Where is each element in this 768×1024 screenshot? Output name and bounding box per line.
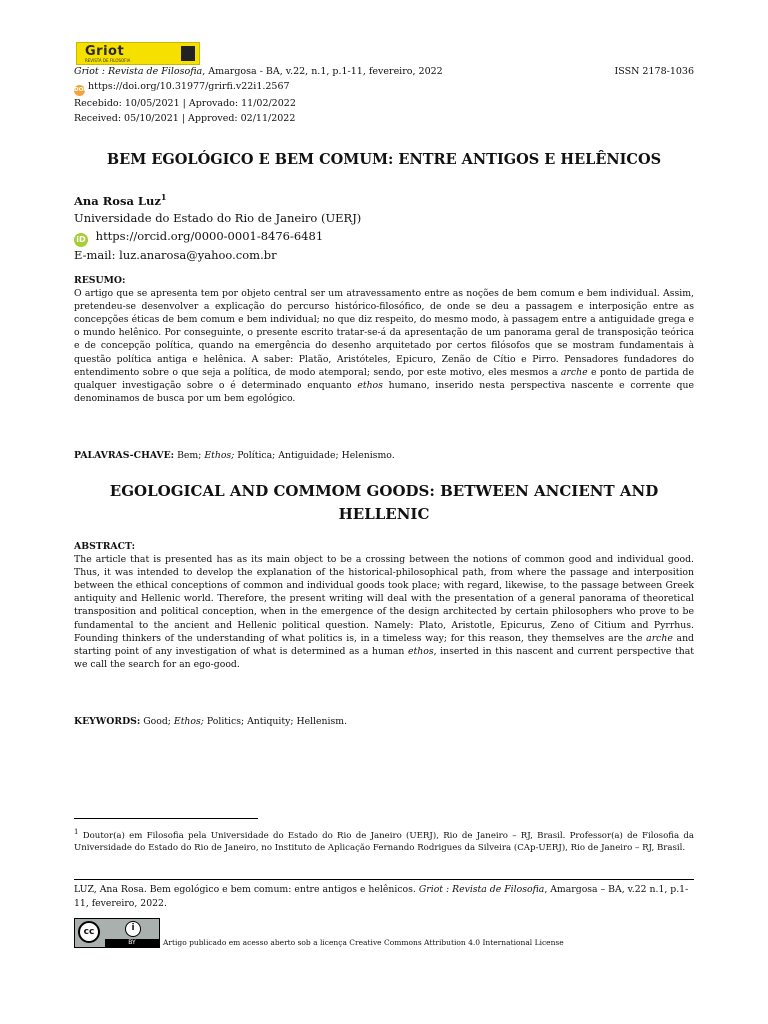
resumo-text-part: O artigo que se apresenta tem por objeto central ser um atravessamento entre as noções de bem comum e bem individual. Assim, pretendeu-se desenvolver a explicação do percurso histórico-filosófico, de onde se deu a passagem e interposição entre as concepções éticas de bem comum e bem individual; no que diz respeito, do mesmo modo, à passagem entre a antiguidade grega e o mundo helênico. Por conseguinte, o presente escrito tratar-se-á da apresentação de um panorama geral de transposição teórica e de concepção política, quando na emergência do desenho arquitetado por certos filósofos que se mostram fundamentais à questão política antiga e helênica. A saber: Platão, Aristóteles, Epicuro, Zenão de Cítio e Pirro. Pensadores fundadores do entendimento sobre o que seja a política, de modo atemporal; sendo, por este motivo, eles mesmos a [74,288,694,378]
keywords-en-text: Good; [140,716,174,727]
keywords-pt [74,449,694,462]
footnote [74,826,694,855]
doi-line [74,79,694,96]
resumo-heading: RESUMO: [74,275,126,286]
journal-header [74,64,694,126]
cc-by-label: BY [105,939,159,947]
citation-text: , Amargosa – BA, v.22 n.1, p.1-11, fevereiro, 2022. [74,884,689,909]
issn: ISSN 2178-1036 [614,66,694,77]
cc-icon: cc [78,921,100,943]
citation-journal: Griot : Revista de Filosofia [418,884,545,895]
orcid-link[interactable]: https://orcid.org/0000-0001-8476-6481 [95,228,324,243]
citation-details: , Amargosa - BA, v.22, n.1, p.1-11, fevereiro, 2022 [202,66,443,77]
author-email: E-mail: luz.anarosa@yahoo.com.br [74,247,277,262]
article-title-en-line2: HELLENIC [338,505,430,523]
resumo-text-part: e ponto de partida de qualquer investigação sobre o é determinado enquanto [74,366,694,391]
doi-link[interactable]: https://doi.org/10.31977/grirfi.v22i1.2567 [88,81,290,92]
author-name-line [74,189,694,210]
logo-name: Griot [85,44,125,59]
article-title-pt: BEM EGOLÓGICO E BEM COMUM: ENTRE ANTIGOS E HELÊNICOS [106,151,662,168]
author-affiliation: Universidade do Estado do Rio de Janeiro (UERJ) [74,211,362,226]
received-pt: Recebido: 10/05/2021 | Aprovado: 11/02/2022 [74,98,296,109]
logo-subtitle: REVISTA DE FILOSOFIA [85,58,131,63]
keywords-pt-text: Bem; [174,450,205,461]
doi-icon: DOI [74,85,85,96]
abstract-text-part: The article that is presented has as its main object to be a crossing between the notions of common good and individual good. Thus, it was intended to develop the explanation of the historical-philosophical path, from where the passage and interposition between the ethical conceptions of common and individual goods took place; with regard, likewise, to the passage between Greek antiquity and Hellenic world. Therefore, the present writing will deal with the presentation of a general panorama of theoretical transposition and political conception, when in the emergence of the design architected by certain philosophers who prove to be fundamental to the ancient and Hellenic political question. Namely: Plato, Aristotle, Epicurus, Zeno of Citium and Pyrrhus. Founding thinkers of the understanding of what politics is, in a timeless way; for this reason, they themselves are the [74,554,694,644]
footnote-separator [74,818,258,819]
abstract-text-part: and starting point of any investigation of what is determined as a human [74,632,695,657]
keywords-pt-text: Política; Antiguidade; Helenismo. [234,450,395,461]
abstract-heading: ABSTRACT: [74,541,136,552]
footnote-mark: 1 [74,828,79,836]
resumo-arche: arche [560,366,588,378]
journal-logo [76,42,200,65]
keywords-en-label: KEYWORDS: [74,716,141,727]
citation-line [74,64,694,79]
attribution-person-icon: i [125,921,141,937]
article-title-en [74,480,694,526]
logo-emblem-icon [181,46,195,61]
received-en: Received: 05/10/2021 | Approved: 02/11/2022 [74,113,296,124]
resumo-section [74,274,694,405]
citation-footer [74,883,694,910]
keywords-en-ethos: Ethos; [173,716,204,727]
author-block [74,189,694,264]
abstract-text-part: , inserted in this nascent and current perspective that we call the search for an ego-good. [74,645,694,670]
keywords-en-text: Politics; Antiquity; Hellenism. [203,716,348,727]
abstract-ethos: ethos [408,645,434,657]
citation-text: LUZ, Ana Rosa. Bem egológico e bem comum: entre antigos e helênicos. [74,884,419,895]
license-text: Artigo publicado em acesso aberto sob a licença Creative Commons Attribution 4.0 International License [163,938,564,947]
orcid-line [74,228,694,247]
keywords-pt-ethos: Ethos; [204,450,235,461]
resumo-text [74,287,694,405]
keywords-en [74,715,694,728]
journal-name: Griot : Revista de Filosofia [74,66,203,77]
resumo-ethos: ethos [357,379,383,391]
author-name: Ana Rosa Luz [74,193,161,208]
orcid-icon: iD [74,233,88,247]
abstract-arche: arche [646,632,673,644]
keywords-pt-label: PALAVRAS-CHAVE: [74,450,175,461]
author-footnote-mark: 1 [160,192,167,202]
article-title-en-line1: EGOLOGICAL AND COMMOM GOODS: BETWEEN ANCIENT AND [109,482,659,500]
footer-rule [74,879,694,880]
resumo-text-part: humano, inserido nesta perspectiva nascente e corrente que denominamos de busca por um bem egológico. [74,379,694,404]
cc-license-badge[interactable] [74,918,160,948]
abstract-text [74,553,694,671]
abstract-section [74,540,694,671]
footnote-text: Doutor(a) em Filosofia pela Universidade do Estado do Rio de Janeiro (UERJ), Rio de Janeiro – RJ, Brasil. Professor(a) de Filosofia da Universidade do Estado do Rio de Janeiro, no Instituto de Aplicação Fernando Rodrigues da Silveira (CAp-UERJ), Rio de Janeiro – RJ, Brasil. [74,830,694,854]
